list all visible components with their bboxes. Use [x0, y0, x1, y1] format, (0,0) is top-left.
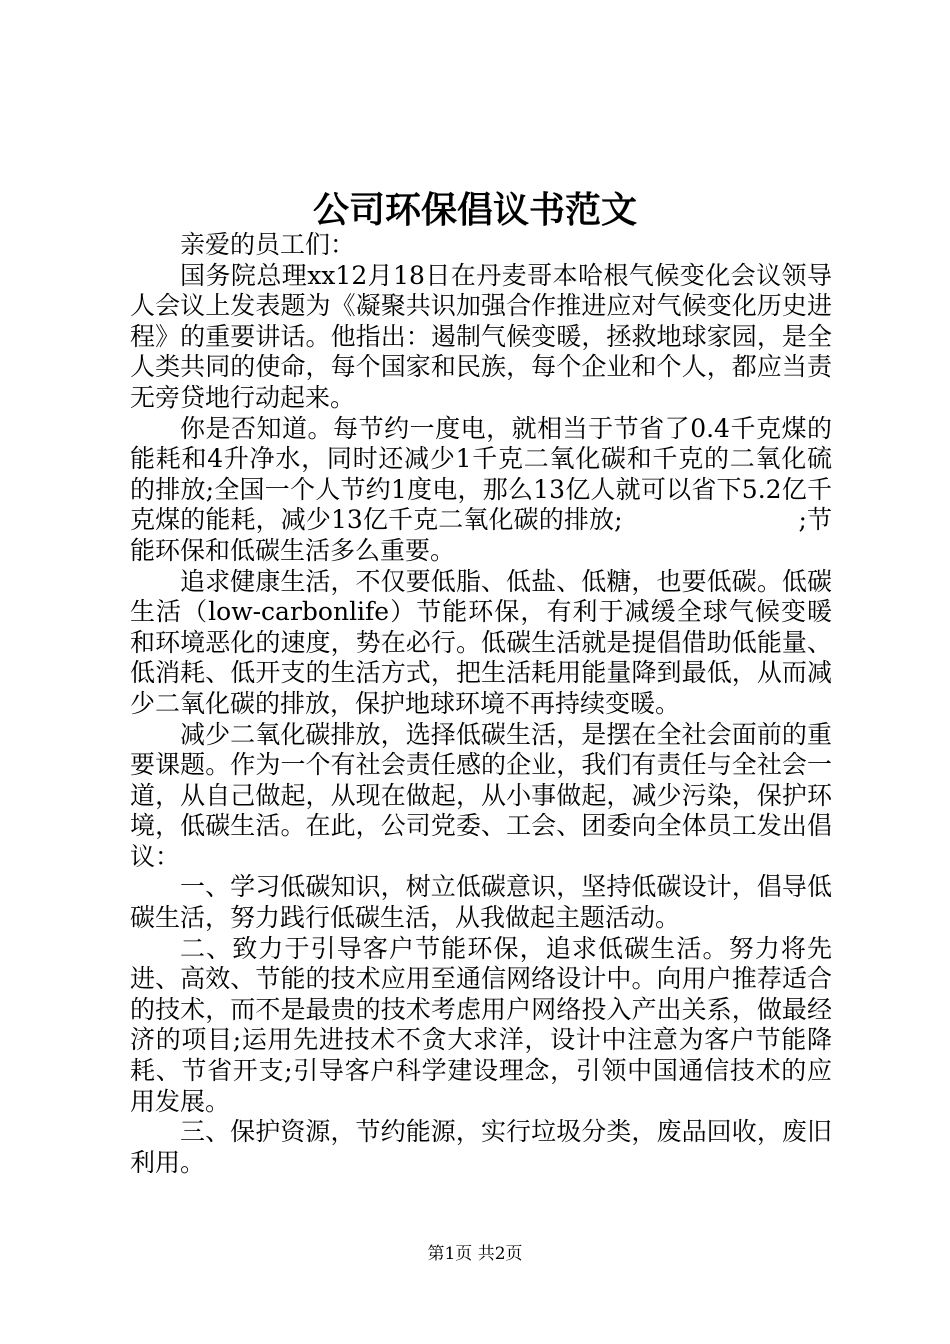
paragraph-3: 追求健康生活，不仅要低脂、低盐、低糖，也要低碳。低碳生活（low-carbonlife）节能环保，有利于减缓全球气候变暖和环境恶化的速度，势在必行。低碳生活就是提倡借助低能量、低消耗、低开支的生活方式，把生活耗用能量降到最低，从而减少二氧化碳的排放，保护地球环境不再持续变暖。	[130, 566, 832, 718]
document-title: 公司环保倡议书范文	[312, 189, 637, 231]
paragraph-4: 减少二氧化碳排放，选择低碳生活，是摆在全社会面前的重要课题。作为一个有社会责任感的企业，我们有责任与全社会一道，从自己做起，从现在做起，从小事做起，减少污染，保护环境，低碳生活。在此，公司党委、工会、团委向全体员工发出倡议：	[130, 719, 832, 871]
paragraph-1: 国务院总理xx12月18日在丹麦哥本哈根气候变化会议领导人会议上发表题为《凝聚共识加强合作推进应对气候变化历史进程》的重要讲话。他指出：遏制气候变暖，拯救地球家园，是全人类共同的使命，每个国家和民族，每个企业和个人，都应当责无旁贷地行动起来。	[130, 260, 832, 412]
document-body	[130, 230, 832, 1178]
paragraph-2: 你是否知道。每节约一度电，就相当于节省了0.4千克煤的能耗和4升净水，同时还减少1千克二氧化碳和千克的二氧化硫的排放;全国一个人节约1度电，那么13亿人就可以省下5.2亿千克煤的能耗，减少13亿千克二氧化碳的排放; ;节能环保和低碳生活多么重要。	[130, 413, 832, 565]
paragraph-5: 一、学习低碳知识，树立低碳意识，坚持低碳设计，倡导低碳生活，努力践行低碳生活，从我做起主题活动。	[130, 872, 832, 933]
page-footer: 第1页 共2页	[427, 1244, 523, 1264]
greeting: 亲爱的员工们：	[180, 230, 356, 259]
paragraph-6: 二、致力于引导客户节能环保，追求低碳生活。努力将先进、高效、节能的技术应用至通信网络设计中。向用户推荐适合的技术，而不是最贵的技术考虑用户网络投入产出关系，做最经济的项目;运用先进技术不贪大求洋，设计中注意为客户节能降耗、节省开支;引导客户科学建设理念，引领中国通信技术的应用发展。	[130, 933, 832, 1116]
paragraph-7: 三、保护资源，节约能源，实行垃圾分类，废品回收，废旧利用。	[130, 1117, 832, 1177]
